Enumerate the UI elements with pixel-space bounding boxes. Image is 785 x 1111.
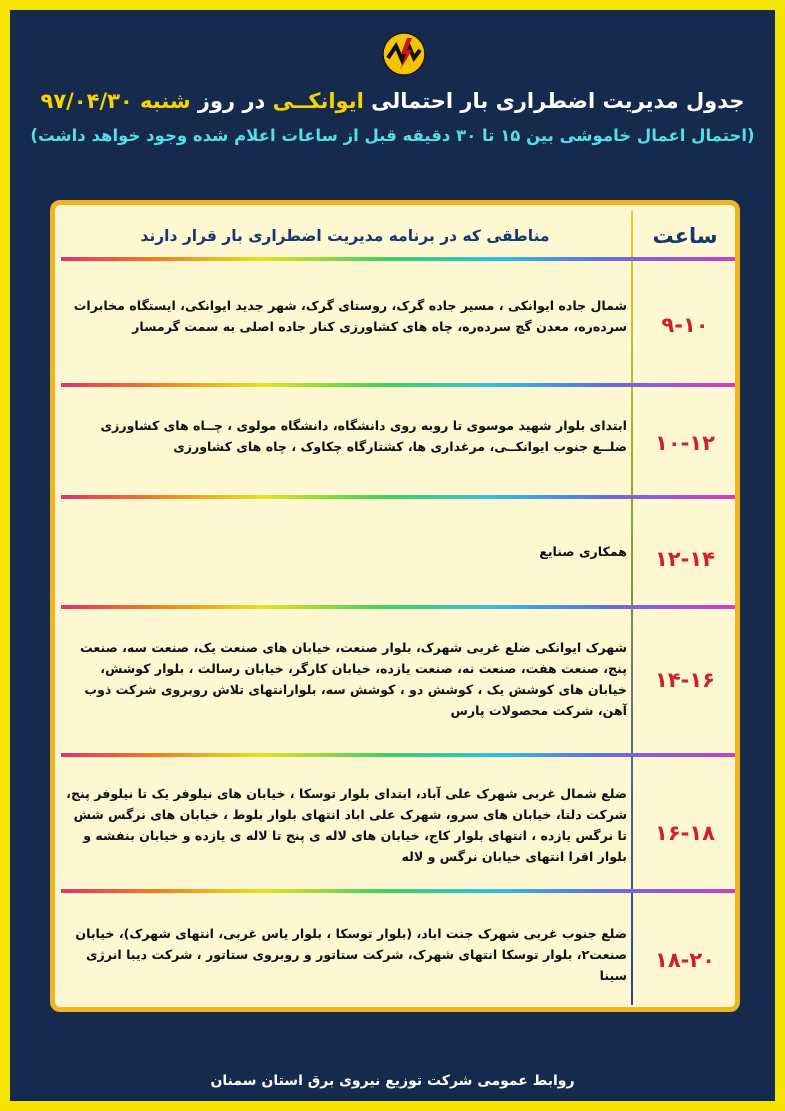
title-part2: در روز [197, 89, 266, 113]
header-areas: مناطقی که در برنامه مدیریت اضطراری بار قرار دارند [140, 227, 550, 245]
row-time: ۱۰-۱۲ [655, 431, 715, 455]
row-time: ۱۴-۱۶ [655, 668, 715, 692]
row-time: ۱۶-۱۸ [655, 821, 715, 845]
schedule-table [50, 200, 740, 1012]
row-time: ۱۲-۱۴ [655, 547, 715, 571]
row-divider [61, 495, 735, 499]
row-divider [61, 383, 735, 387]
page-frame [10, 10, 775, 1101]
page-subtitle: (احتمال اعمال خاموشی بین ۱۵ تا ۳۰ دقیقه قبل از ساعات اعلام شده وجود خواهد داشت) [30, 126, 755, 145]
row-time: ۱۸-۲۰ [655, 948, 715, 972]
title-date: شنبه ۹۷/۰۴/۳۰ [40, 89, 191, 113]
row-areas: ابتدای بلوار شهید موسوی تا روبه روی دانشگاه، دانشگاه مولوی ، چــاه های کشاورزی ضلــع جنوب ایوانکــی، مرغداری ها، کشتارگاه چکاوک ، چاه های کشاورزی [100, 418, 627, 454]
page-title [10, 84, 775, 118]
row-time: ۹-۱۰ [661, 313, 709, 337]
row-divider [61, 753, 735, 757]
header-time: ساعت [652, 224, 718, 248]
row-divider [61, 889, 735, 893]
row-divider [61, 257, 735, 261]
row-areas: ضلع جنوب غربی شهرک جنت اباد، (بلوار توسکا ، بلوار یاس غربی، انتهای شهرک)، خیابان صنعت۲، بلوار توسکا انتهای شهرک، شرکت ستاتور و روبروی ستاتور ، شرکت دیبا انرژی سینا [75, 926, 627, 983]
row-areas: شمال جاده ایوانکی ، مسیر جاده گرک، روستای گرک، شهر جدید ایوانکی، ایستگاه مخابرات سرده‌ره، معدن گچ سرده‌ره، چاه های کشاورزی کنار جاده اصلی به سمت گرمسار [73, 298, 627, 334]
lightning-bolt-icon [382, 32, 426, 76]
row-areas: همکاری صنایع [539, 544, 627, 559]
title-part1: جدول مدیریت اضطراری بار احتمالی [371, 89, 745, 113]
row-divider [61, 605, 735, 609]
footer-credit: روابط عمومی شرکت توزیع نیروی برق استان سمنان [210, 1073, 575, 1089]
row-areas: ضلع شمال غربی شهرک علی آباد، ابتدای بلوار توسکا ، خیابان های نیلوفر یک تا نیلوفر پنج، شرکت دلتا، خیابان های سرو، شهرک علی اباد انتهای بلوار بلوط ، خیابان های نرگس شش تا نرگس یازده ، انتهای بلوار کاج، خیابان های لاله ی پنج تا لاله ی یازده و خیابان بنفشه و بلوار اقرا انتهای خیابان نرگس و لاله [66, 786, 627, 864]
row-areas: شهرک ایوانکی ضلع غربی شهرک، بلوار صنعت، خیابان های صنعت یک، صنعت سه، صنعت پنج، صنعت هفت، صنعت نه، صنعت یازده، خیابان کارگر، خیابان رسالت ، بلوار کوشش، خیابان های کوشش یک ، کوشش دو ، کوشش سه، بلوارانتهای تلاش روبروی شرکت ذوب آهن، شرکت محصولات پارس [80, 640, 627, 718]
title-city: ایوانکــی [272, 89, 364, 113]
